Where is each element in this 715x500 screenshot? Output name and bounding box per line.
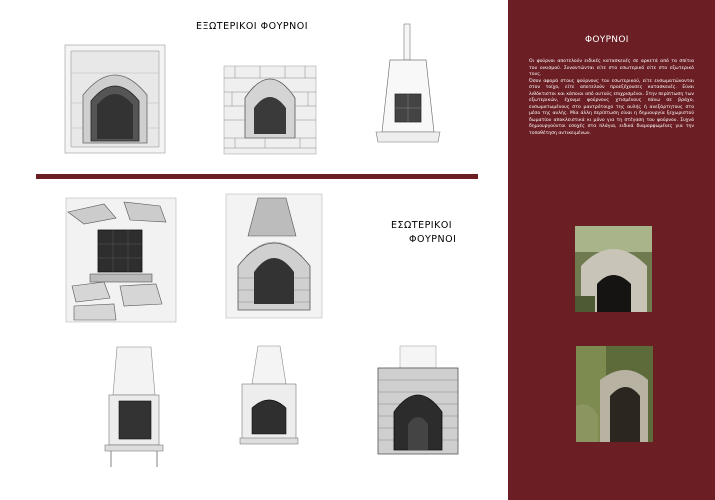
interior-heading-line1: ΕΣΩΤΕΡΙΚΟΙ <box>391 220 453 231</box>
exterior-oven-stone-dome-sketch <box>220 48 320 158</box>
exterior-oven-wall-arch-sketch <box>63 43 167 158</box>
interior-ovens-heading <box>391 219 456 247</box>
sidebar-title: ΦΟΥΡΝΟΙ <box>585 35 629 45</box>
interior-heading-line2: ΦΟΥΡΝΟΙ <box>409 234 457 245</box>
interior-oven-hood-dome-sketch <box>224 192 324 320</box>
oven-photo-1 <box>575 226 652 312</box>
interior-oven-stone-wall-sketch <box>64 194 178 326</box>
exterior-oven-chimney-sketch <box>372 22 444 152</box>
interior-oven-tall-hood-2-sketch <box>236 344 302 448</box>
interior-oven-tall-hood-1-sketch <box>103 345 165 469</box>
exterior-ovens-heading: ΕΞΩΤΕΡΙΚΟΙ ΦΟΥΡΝΟΙ <box>196 21 309 32</box>
sidebar-paragraph-1: Οι φούρνοι αποτελούν ειδικές κατασκευές σε αρκετά από τα σπίτια του οικισμού. Συναντώνται είτε στο εσωτερικό είτε στο εξωτερικό τους. <box>529 59 694 78</box>
section-divider <box>36 174 478 179</box>
sidebar-description <box>529 59 694 138</box>
sidebar-paragraph-2: Όσον αφορά στους φούρνους του εσωτερικού, είτε ενσωματώνονται στον τοίχο, είτε αποτελούν προεξέχουσες κατασκευές. Είναι λιθόκτιστοι και κάποιοι από αυτούς επιχρισμένοι. Στην περίπτωση των εξωτερικών, έχουμε φούρνους χτισμένους πάνω σε βράχο, ενσωματωμένους στο μαντρότοιχο της αυλής ή ανεξάρτητους στο μέσο της αυλής. Μία άλλη περίπτωση είναι η δημιουργία ξεχωριστού δωματίου αποκλειστικά κι μόνο για τη στέγαση του φούρνου. Συχνά δημιουργούνται εσοχές στα πλάγια, ειδικά διαμορφωμένες για την τοποθέτηση αντικειμένων. <box>529 78 694 137</box>
interior-oven-brick-arch-sketch <box>372 344 464 460</box>
oven-photo-2 <box>576 346 653 442</box>
